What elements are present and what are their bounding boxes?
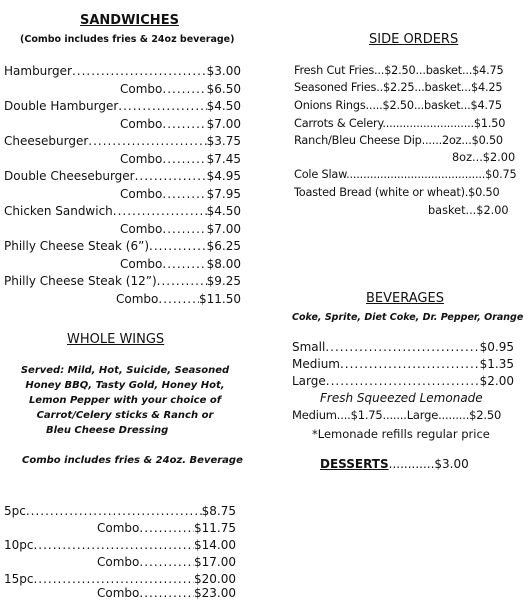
sandwiches-subtitle: (Combo includes fries & 24oz beverage) (20, 34, 235, 45)
beverage-row (292, 340, 514, 354)
combo-label: Combo (120, 257, 163, 271)
dot-leader (26, 504, 202, 518)
dot-leader (162, 117, 206, 131)
combo-price: $6.50 (206, 82, 241, 96)
item-name: Large (292, 374, 326, 388)
combo-price: $17.00 (194, 555, 236, 569)
combo-label: Combo (97, 586, 140, 600)
dot-leader (326, 374, 480, 388)
dot-leader (162, 152, 206, 166)
wings-heading: WHOLE WINGS (67, 332, 165, 347)
item-name: Double Cheeseburger (4, 169, 135, 183)
combo-label: Combo (97, 555, 140, 569)
sandwich-row (4, 64, 241, 78)
sandwich-row (4, 99, 241, 113)
combo-price: $7.00 (206, 222, 241, 236)
sandwich-row (4, 274, 241, 288)
dot-leader (33, 538, 194, 552)
side-order-line: basket...$2.00 (428, 204, 509, 217)
item-name: Small (292, 340, 326, 354)
dot-leader (135, 169, 207, 183)
dot-leader (72, 64, 207, 78)
dot-leader (162, 82, 206, 96)
wings-served-line: Served: Mild, Hot, Suicide, Seasoned (20, 365, 230, 376)
combo-label: Combo (120, 82, 163, 96)
side-order-line: Ranch/Bleu Cheese Dip......2oz...$0.50 (294, 134, 503, 147)
dot-leader (340, 357, 480, 371)
dot-leader (162, 187, 206, 201)
item-price: $14.00 (194, 538, 236, 552)
item-price: $6.25 (206, 239, 241, 253)
combo-row (120, 82, 241, 96)
beverage-row (292, 357, 514, 371)
item-name: 10pc (4, 538, 34, 552)
beverage-row (292, 374, 514, 388)
side-order-line: Toasted Bread (white or wheat).$0.50 (294, 186, 500, 199)
combo-price: $23.00 (194, 586, 236, 600)
combo-price: $11.75 (194, 521, 236, 535)
sandwich-row (4, 169, 241, 183)
combo-label: Combo (120, 187, 163, 201)
combo-price: $8.00 (206, 257, 241, 271)
dot-leader (139, 521, 194, 535)
combo-row (116, 292, 241, 306)
item-name: Double Hamburger (4, 99, 119, 113)
combo-row (120, 257, 241, 271)
combo-row (97, 586, 236, 600)
beverages-subtitle: Coke, Sprite, Diet Coke, Dr. Pepper, Orange (292, 312, 524, 323)
item-name: Philly Cheese Steak (12”) (4, 274, 157, 288)
wings-combo-note: Combo includes fries & 24oz. Beverage (22, 455, 243, 466)
side-orders-heading: SIDE ORDERS (369, 32, 459, 47)
desserts-price: ............$3.00 (388, 457, 469, 471)
side-order-line: 8oz...$2.00 (452, 151, 516, 164)
sandwiches-heading: SANDWICHES (80, 13, 179, 28)
item-name: Hamburger (4, 64, 72, 78)
item-price: $2.00 (479, 374, 514, 388)
dot-leader (162, 257, 206, 271)
combo-row (120, 152, 241, 166)
item-price: $4.50 (206, 204, 241, 218)
dot-leader (118, 99, 206, 113)
dot-leader (157, 274, 207, 288)
combo-label: Combo (120, 222, 163, 236)
wings-row (4, 538, 236, 552)
dot-leader (88, 134, 206, 148)
dot-leader (113, 204, 207, 218)
wings-row (4, 504, 236, 518)
item-price: $4.95 (206, 169, 241, 183)
dot-leader (139, 586, 194, 600)
item-name: 5pc (4, 504, 26, 518)
wings-served-line: Honey BBQ, Tasty Gold, Honey Hot, (25, 380, 225, 391)
side-order-line: Carrots & Celery...........................$1.50 (294, 117, 506, 130)
side-order-line: Fresh Cut Fries...$2.50...basket...$4.75 (294, 64, 504, 77)
item-price: $9.25 (206, 274, 241, 288)
combo-price: $7.00 (206, 117, 241, 131)
combo-label: Combo (120, 117, 163, 131)
dot-leader (162, 222, 206, 236)
beverages-heading: BEVERAGES (366, 291, 444, 306)
side-order-line: Seasoned Fries..$2.25...basket...$4.25 (294, 81, 503, 94)
item-price: $0.95 (479, 340, 514, 354)
item-name: Chicken Sandwich (4, 204, 113, 218)
side-order-line: Cole Slaw.........................................$0.75 (294, 168, 517, 181)
item-name: Medium (292, 357, 340, 371)
dot-leader (325, 340, 479, 354)
combo-price: $7.45 (206, 152, 241, 166)
combo-row (120, 187, 241, 201)
wings-served-line: Carrot/Celery sticks & Ranch or (36, 410, 214, 421)
combo-label: Combo (116, 292, 159, 306)
sandwich-row (4, 239, 241, 253)
combo-row (97, 521, 236, 535)
item-name: Cheeseburger (4, 134, 89, 148)
wings-row (4, 572, 236, 586)
lemonade-line: Medium....$1.75.......Large.........$2.50 (292, 408, 502, 422)
item-price: $3.75 (206, 134, 241, 148)
sandwich-row (4, 134, 241, 148)
combo-row (120, 117, 241, 131)
item-price: $4.50 (206, 99, 241, 113)
dot-leader (149, 239, 207, 253)
item-price: $8.75 (201, 504, 236, 518)
side-order-line: Onions Rings.....$2.50...basket...$4.75 (294, 99, 502, 112)
item-price: $3.00 (206, 64, 241, 78)
wings-served-line: Bleu Cheese Dressing (46, 425, 169, 436)
dot-leader (139, 555, 194, 569)
combo-row (97, 555, 236, 569)
dot-leader (158, 292, 199, 306)
combo-label: Combo (97, 521, 140, 535)
combo-price: $11.50 (199, 292, 241, 306)
item-price: $1.35 (479, 357, 514, 371)
desserts-heading: DESSERTS (320, 457, 389, 471)
item-name: Philly Cheese Steak (6”) (4, 239, 149, 253)
lemonade-title: Fresh Squeezed Lemonade (320, 391, 483, 405)
item-price: $20.00 (194, 572, 236, 586)
sandwich-row (4, 204, 241, 218)
combo-price: $7.95 (206, 187, 241, 201)
wings-served-line: Lemon Pepper with your choice of (28, 395, 222, 406)
item-name: 15pc (4, 572, 34, 586)
combo-row (120, 222, 241, 236)
combo-label: Combo (120, 152, 163, 166)
desserts-line (320, 457, 469, 471)
dot-leader (33, 572, 194, 586)
lemonade-refill-note: *Lemonade refills regular price (312, 427, 490, 441)
